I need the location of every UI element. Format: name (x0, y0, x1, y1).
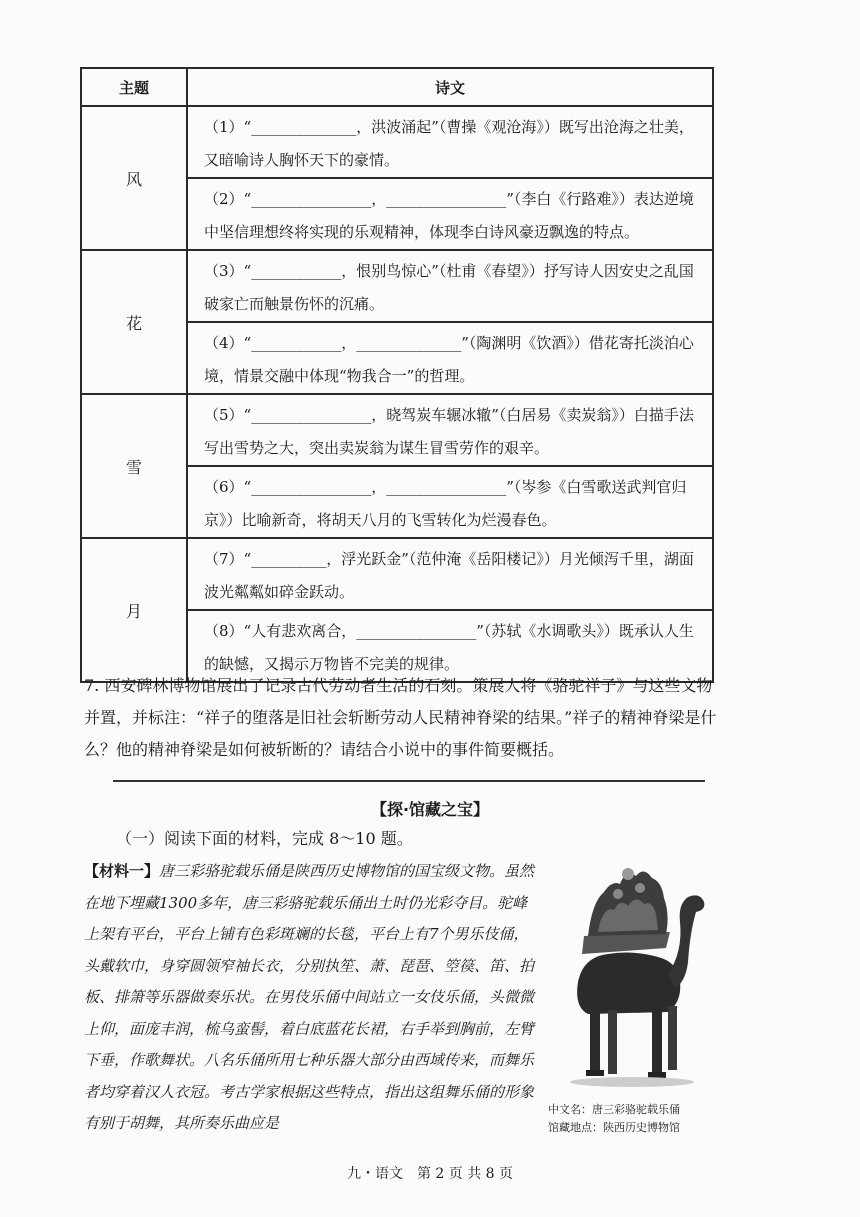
question-7: 7. 西安碑林博物馆展出了记录古代劳动者生活的石刻。策展人将《骆驼祥子》与这些文物并置，并标注：“祥子的堕落是旧社会斩断劳动人民精神脊梁的结果。”祥子的精神脊梁是什么？他的精神脊梁是如何被斩断的？请结合小说中的事件简要概括。 (84, 676, 717, 759)
camel-figurine-photo (548, 862, 716, 1098)
material-one (84, 856, 536, 1140)
header-topic: 主题 (81, 68, 187, 106)
reading-intro: （一）阅读下面的材料，完成 8～10 题。 (116, 829, 413, 848)
poem-item-8: （8）“人有悲欢离合，________________”（苏轼《水调歌头》）既承认人生的缺憾，又揭示万物皆不完美的规律。 (187, 610, 713, 682)
section-title: 【探·馆藏之宝】 (370, 800, 490, 819)
material-text: 唐三彩骆驼载乐俑是陕西历史博物馆的国宝级文物。虽然在地下埋藏1300多年，唐三彩骆驼载乐俑出土时仍光彩夺目。驼峰上架有平台，平台上铺有色彩斑斓的长毯，平台上有7个男乐伎俑，头戴软巾，身穿圆领窄袖长衣，分别执笙、萧、琵琶、箜篌、笛、拍板、排箫等乐器做奏乐状。在男伎乐俑中间站立一女伎乐俑，头微微上仰，面庞丰润，梳乌蛮髻，着白底蓝花长裙，右手举到胸前，左臂下垂，作歌舞状。八名乐俑所用七种乐器大部分由西域传来，而舞乐者均穿着汉人衣冠。考古学家根据这些特点，指出这组舞乐俑的形象有别于胡舞，其所奏乐曲应是 (84, 862, 535, 1132)
poem-table (80, 67, 714, 683)
topic-wind: 风 (81, 106, 187, 250)
caption-name: 中文名：唐三彩骆驼载乐俑 (548, 1103, 680, 1116)
poem-item-4: （4）“____________，______________”（陶渊明《饮酒》）借花寄托淡泊心境，情景交融中体现“物我合一”的哲理。 (187, 322, 713, 394)
topic-moon: 月 (81, 538, 187, 682)
caption-place: 馆藏地点：陕西历史博物馆 (548, 1121, 680, 1134)
poem-item-7: （7）“__________，浮光跃金”（范仲淹《岳阳楼记》）月光倾泻千里，湖面波光粼粼如碎金跃动。 (187, 538, 713, 610)
poem-item-2: （2）“________________，________________”（李白《行路难》）表达逆境中坚信理想终将实现的乐观精神，体现李白诗风豪迈飘逸的特点。 (187, 178, 713, 250)
topic-snow: 雪 (81, 394, 187, 538)
poem-item-1: （1）“______________，洪波涌起”（曹操《观沧海》）既写出沧海之壮美，又暗喻诗人胸怀天下的豪情。 (187, 106, 713, 178)
poem-item-3: （3）“____________，恨别鸟惊心”（杜甫《春望》）抒写诗人因安史之乱国破家亡而触景伤怀的沉痛。 (187, 250, 713, 322)
header-poem: 诗文 (187, 68, 713, 106)
poem-item-5: （5）“________________，晓驾炭车辗冰辙”（白居易《卖炭翁》）白描手法写出雪势之大，突出卖炭翁为谋生冒雪劳作的艰辛。 (187, 394, 713, 466)
material-label: 【材料一】 (84, 862, 160, 880)
section-divider (113, 780, 705, 782)
figure-caption (548, 1101, 728, 1137)
page-footer: 九・语文 第 2 页 共 8 页 (346, 1166, 514, 1182)
poem-item-6: （6）“________________，________________”（岑参《白雪歌送武判官归京》）比喻新奇，将胡天八月的飞雪转化为烂漫春色。 (187, 466, 713, 538)
topic-flower: 花 (81, 250, 187, 394)
